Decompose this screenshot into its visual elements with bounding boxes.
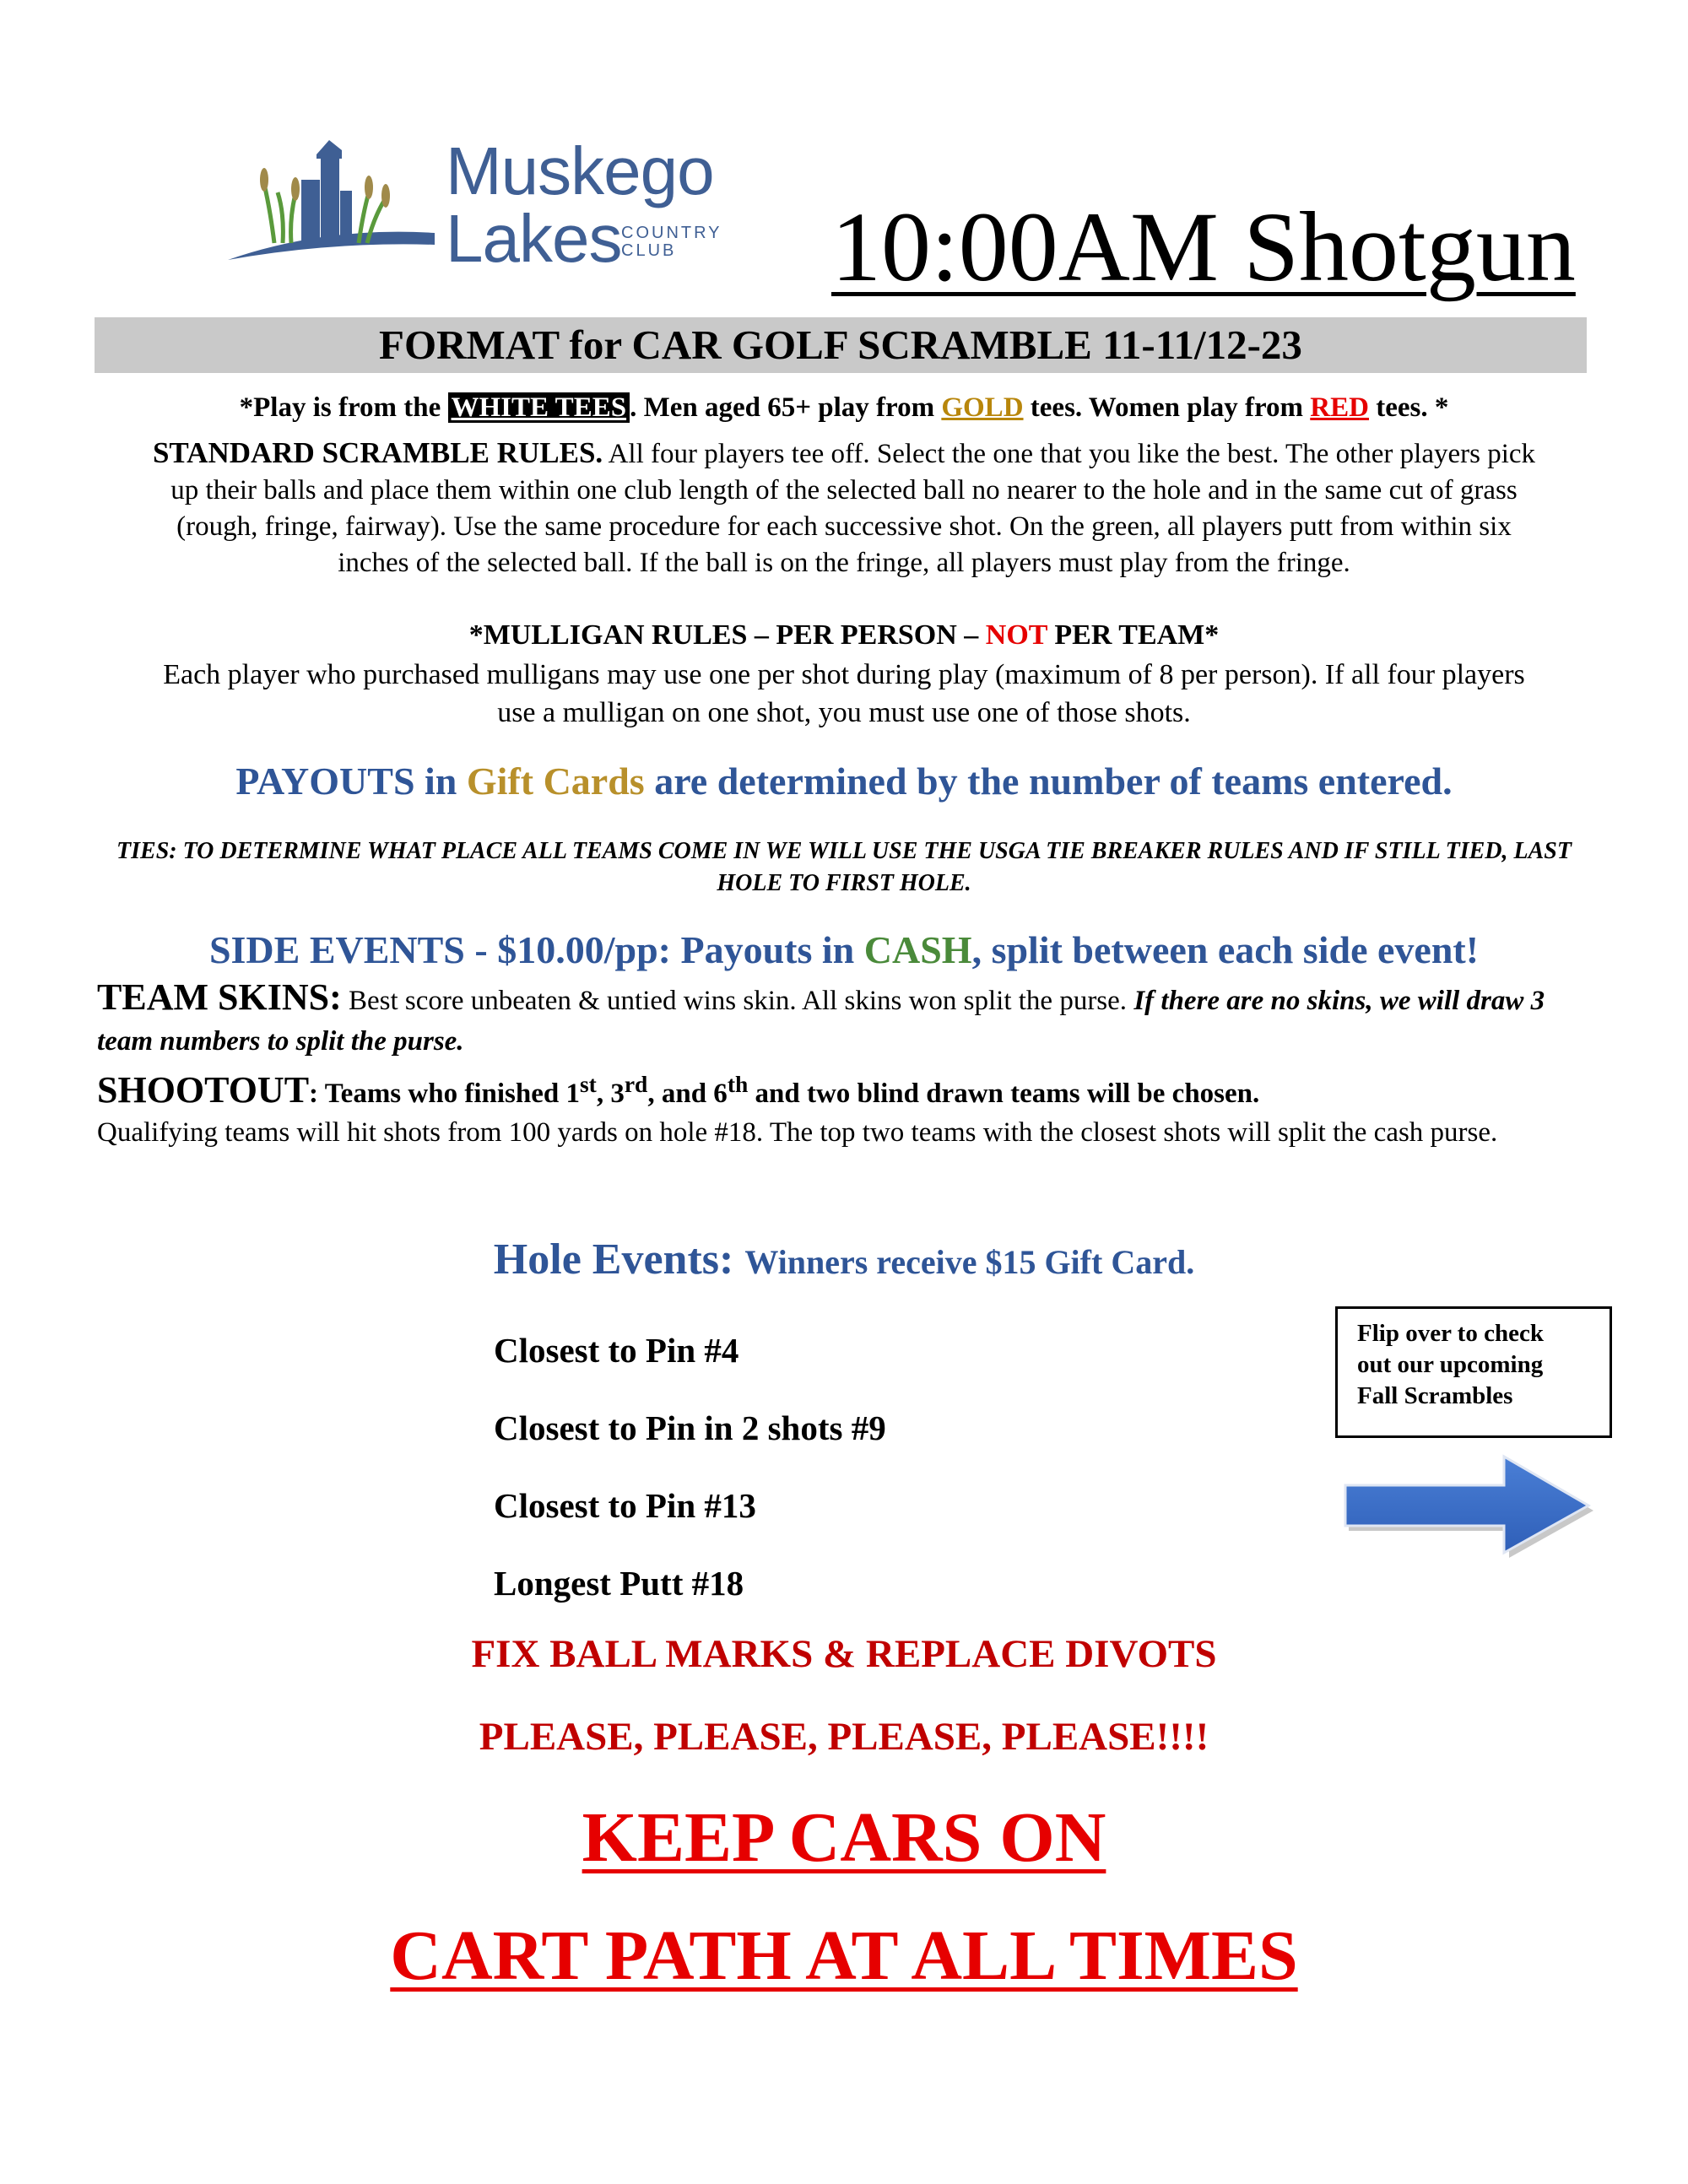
tees-text-4: tees. *	[1368, 392, 1449, 423]
logo-text-muskego: Muskego	[446, 133, 714, 208]
cart-path-heading: CART PATH AT ALL TIMES	[390, 1916, 1298, 1995]
side-events-line	[84, 925, 1604, 976]
shootout-sup-3: th	[727, 1071, 749, 1097]
fix-ball-marks-reminder: FIX BALL MARKS & REPLACE DIVOTS	[471, 1632, 1217, 1676]
flip-note-line: Fall Scrambles	[1357, 1382, 1513, 1409]
gold-tees-label: GOLD	[941, 392, 1024, 423]
flip-over-note	[1357, 1318, 1602, 1412]
scramble-rules-body: All four players tee off. Select the one that you like the best. The other players pick up their balls and place them within one club length of the selected ball no nearer to the hole and in the same cut of grass (rough, fringe, fairway). Use the same procedure for each successive shot. On the green, all players putt from within six inches of the selected ball. If the ball is on the fringe, all players must play from the fringe.	[170, 439, 1536, 578]
logo-text-country: COUNTRY	[621, 224, 722, 242]
ties-rule: TIES: TO DETERMINE WHAT PLACE ALL TEAMS COME IN WE WILL USE THE USGA TIE BREAKER RULES AND IF STILL TIED, LAST HOLE TO FIRST HOLE.	[116, 838, 1572, 896]
payouts-text-1: PAYOUTS in	[235, 760, 467, 803]
keep-cars-on-heading: KEEP CARS ON	[582, 1798, 1106, 1877]
shootout-sup-2: rd	[624, 1071, 648, 1097]
shootout-sup-1: st	[579, 1071, 597, 1097]
tees-text-2: . Men aged 65+ play from	[630, 392, 942, 423]
payouts-text-2: are determined by the number of teams entered.	[644, 760, 1453, 803]
shootout-text-1: : Teams who finished 1	[309, 1078, 580, 1109]
gift-cards-label: Gift Cards	[466, 760, 645, 803]
shotgun-time-heading: 10:00AM Shotgun	[831, 192, 1576, 302]
red-tees-label: RED	[1310, 392, 1369, 423]
hole-events-title: Hole Events:	[493, 1235, 745, 1284]
logo-text-club: CLUB	[621, 241, 677, 260]
format-title: FORMAT for CAR GOLF SCRAMBLE 11-11/12-23	[379, 322, 1302, 368]
shootout-body: Qualifying teams will hit shots from 100 yards on hole #18. The top two teams with the closest shots will split the cash purse.	[97, 1117, 1498, 1148]
logo-text-lakes: Lakes	[446, 201, 622, 276]
tees-text-1: *Play is from the	[239, 392, 448, 423]
payouts-line	[84, 756, 1604, 807]
team-skins-body: Best score unbeaten & untied wins skin. All skins won split the purse.	[341, 986, 1134, 1016]
shootout-heading: SHOOTOUT	[97, 1069, 310, 1111]
mulligan-heading	[84, 616, 1604, 655]
scramble-rules-paragraph	[148, 435, 1540, 581]
hole-events-subtitle: Winners receive $15 Gift Card.	[744, 1243, 1195, 1281]
cash-label: CASH	[863, 928, 972, 971]
please-reminder: PLEASE, PLEASE, PLEASE, PLEASE!!!!	[479, 1715, 1209, 1759]
tees-text-3: tees. Women play from	[1023, 392, 1311, 423]
logo-text-country-club	[621, 224, 722, 260]
flip-note-line: Flip over to check	[1357, 1320, 1544, 1347]
mulligan-body: Each player who purchased mulligans may use one per shot during play (maximum of 8 per person). If all four players use a mulligan on one shot, you must use one of those shots.	[163, 659, 1525, 728]
side-events-text-1: SIDE EVENTS - $10.00/pp: Payouts in	[208, 928, 864, 971]
tees-line	[84, 388, 1604, 427]
team-skins-paragraph	[97, 977, 1599, 1062]
hole-event-item: Closest to Pin in 2 shots #9	[494, 1408, 886, 1447]
mulligan-heading-text-1: *MULLIGAN RULES – PER PERSON –	[468, 619, 986, 651]
side-events-text-2: , split between each side event!	[971, 928, 1480, 971]
mulligan-not-label: NOT	[985, 619, 1047, 651]
hole-event-item: Longest Putt #18	[494, 1564, 744, 1603]
flip-note-line: out our upcoming	[1357, 1351, 1544, 1378]
team-skins-note: If there are no skins, we will draw 3 team numbers to split the purse.	[97, 986, 1545, 1057]
white-tees-label: WHITE TEES	[448, 392, 630, 423]
hole-events-heading	[84, 1232, 1604, 1290]
shootout-paragraph	[97, 1065, 1599, 1152]
hole-event-item: Closest to Pin #13	[494, 1486, 756, 1525]
team-skins-heading: TEAM SKINS:	[97, 976, 342, 1018]
shootout-text-2: , 3	[596, 1078, 625, 1109]
shootout-text-4: and two blind drawn teams will be chosen.	[748, 1078, 1260, 1109]
right-arrow-icon	[1342, 1451, 1604, 1561]
hole-event-item: Closest to Pin #4	[494, 1331, 739, 1370]
scramble-rules-heading: STANDARD SCRAMBLE RULES.	[152, 436, 603, 469]
mulligan-heading-text-2: PER TEAM*	[1047, 619, 1220, 651]
shootout-text-3: , and 6	[647, 1078, 728, 1109]
